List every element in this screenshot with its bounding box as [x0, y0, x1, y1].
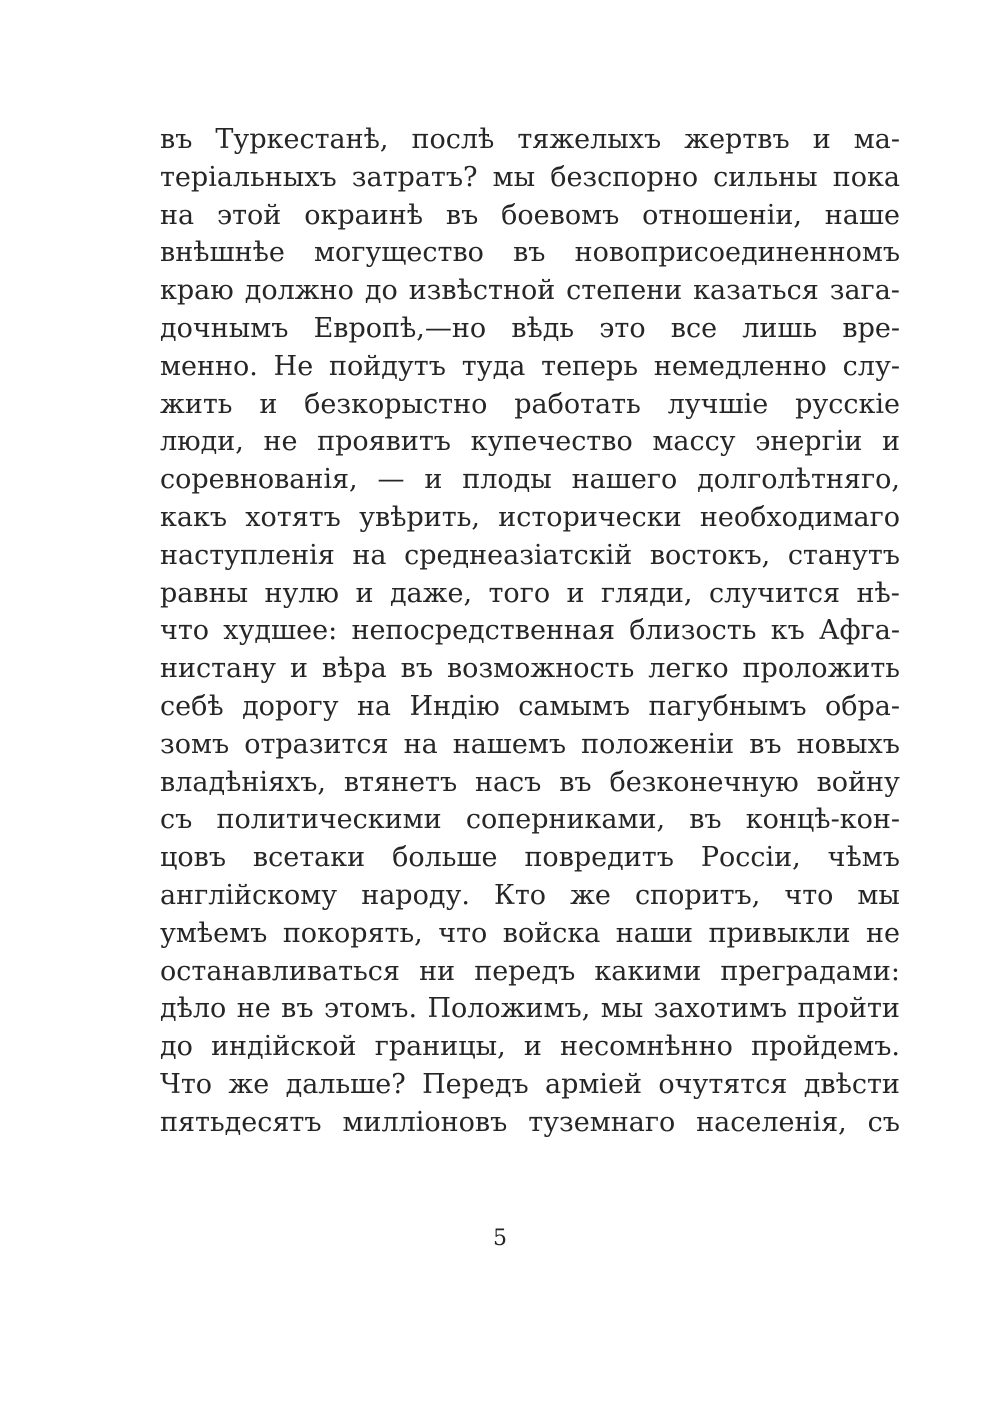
text-line [160, 159, 900, 197]
word: англійскому [160, 879, 338, 911]
word: мы [492, 161, 536, 193]
word: преградами: [720, 955, 900, 987]
text-line [160, 461, 900, 499]
word: Кто [493, 879, 547, 911]
word: пройти [797, 993, 900, 1025]
word: цовъ [160, 842, 226, 874]
text-line [160, 1066, 900, 1104]
word: наше [824, 199, 900, 231]
word: съ [160, 804, 193, 836]
word: передъ [474, 955, 576, 987]
word: среднеазіатскій [404, 539, 633, 571]
word: тяжелыхъ [517, 124, 662, 155]
word: проявитъ [317, 426, 451, 458]
word: покорять, [282, 917, 423, 949]
text-line [160, 386, 900, 424]
word: — [377, 464, 405, 496]
word: и [355, 577, 374, 609]
word: насъ [474, 766, 542, 798]
text-line [160, 915, 900, 953]
word: легко [648, 653, 729, 685]
word: къ [770, 615, 805, 647]
word: нистану [160, 653, 277, 685]
word: безспорно [550, 161, 699, 193]
word: мы [857, 879, 900, 911]
word: двѣсти [803, 1068, 900, 1100]
word: жить [160, 388, 233, 420]
word: проложить [742, 653, 900, 685]
word: и [259, 388, 278, 420]
word: пока [832, 161, 900, 193]
word: менно. [160, 350, 258, 382]
word: войну [816, 766, 900, 798]
word: нѣ- [856, 577, 900, 609]
word: индійской [211, 1031, 357, 1063]
word: дорогу [242, 690, 339, 722]
word: положеніи [581, 728, 735, 760]
word: и [523, 1031, 542, 1063]
word: степени [566, 275, 683, 307]
word: Индію [409, 690, 500, 722]
word: купечество [470, 426, 633, 458]
text-line [160, 1028, 900, 1066]
word: повредитъ [524, 842, 674, 874]
word: на [403, 728, 438, 760]
word: извѣстной [408, 275, 556, 307]
word: и [424, 464, 443, 496]
word: Туркестанѣ, [215, 124, 389, 155]
word: должно [244, 275, 354, 307]
word: равны [160, 577, 249, 609]
word: войска [502, 917, 601, 949]
word: необходимаго [699, 501, 900, 533]
word: въ [749, 728, 782, 760]
word: въ [445, 199, 479, 231]
word: втянетъ [343, 766, 458, 798]
word: пагубнымъ [648, 690, 807, 722]
word: безкорыстно [304, 388, 488, 420]
text-line [160, 348, 900, 386]
word: и [812, 124, 831, 155]
body-text [160, 121, 900, 1142]
word: арміей [545, 1068, 642, 1100]
word: ма- [853, 124, 900, 155]
word: мы [600, 993, 644, 1025]
word: въ [281, 993, 314, 1025]
word: Европѣ,—но [313, 312, 487, 344]
text-line [160, 234, 900, 272]
word: ни [419, 955, 456, 987]
word: вѣра [321, 653, 387, 685]
word: зага- [829, 275, 900, 307]
word: умѣемъ [160, 917, 268, 949]
text-line [160, 121, 900, 159]
text-line [160, 499, 900, 537]
word: въ [559, 766, 592, 798]
word: туда [461, 350, 526, 382]
word: не [236, 993, 271, 1025]
word: и [289, 653, 308, 685]
word: плоды [462, 464, 552, 496]
word: Передъ [422, 1068, 529, 1100]
word: теперь [541, 350, 639, 382]
word: новоприсоединенномъ [574, 237, 900, 269]
word: пройдемъ. [751, 1031, 900, 1063]
word: вѣдь [511, 312, 575, 344]
word: послѣ [411, 124, 495, 155]
text-line [160, 537, 900, 575]
word: возможность [446, 653, 635, 685]
word: дочнымъ [160, 312, 289, 344]
word: все [670, 312, 718, 344]
word: всетаки [252, 842, 366, 874]
word: владѣніяхъ, [160, 766, 327, 798]
word: несомнѣнно [560, 1031, 733, 1063]
word: споритъ, [634, 879, 761, 911]
word: милліоновъ [342, 1106, 508, 1138]
word: худшее: [223, 615, 338, 647]
word: могущество [314, 237, 484, 269]
word: въ [160, 124, 193, 155]
text-line [160, 197, 900, 235]
word: увѣрить, [359, 501, 480, 533]
word: жертвъ [684, 124, 790, 155]
word: и [881, 426, 900, 458]
text-line [160, 423, 900, 461]
word: лучшіе [667, 388, 769, 420]
word: самымъ [518, 690, 631, 722]
word: что [160, 615, 210, 647]
word: Не [273, 350, 314, 382]
text-line [160, 953, 900, 991]
word: нашемъ [452, 728, 567, 760]
word: боевомъ [501, 199, 620, 231]
word: на [160, 199, 195, 231]
word: до [160, 1031, 193, 1063]
word: работать [514, 388, 641, 420]
text-line [160, 877, 900, 915]
word: этомъ. [323, 993, 418, 1025]
page-number: 5 [493, 1226, 507, 1251]
word: окраинѣ [304, 199, 423, 231]
text-line [160, 688, 900, 726]
word: казаться [693, 275, 819, 307]
word: это [599, 312, 646, 344]
word: что [784, 879, 834, 911]
text-line [160, 650, 900, 688]
word: слу- [842, 350, 900, 382]
text-line [160, 272, 900, 310]
word: не [263, 426, 298, 458]
word: отразится [244, 728, 389, 760]
text-line [160, 839, 900, 877]
word: энергіи [755, 426, 863, 458]
word: на [356, 690, 392, 722]
word: не [865, 917, 900, 949]
word: отношеніи, [642, 199, 802, 231]
word: съ [867, 1106, 900, 1138]
word: что [438, 917, 488, 949]
word: очутятся [658, 1068, 788, 1100]
word: краю [160, 275, 234, 307]
word: населенія, [696, 1106, 847, 1138]
word: Афга- [819, 615, 900, 647]
text-line [160, 575, 900, 613]
word: Что [160, 1068, 213, 1100]
word: внѣшнѣе [160, 237, 285, 269]
word: и [566, 577, 585, 609]
word: случится [708, 577, 841, 609]
word: себѣ [160, 690, 224, 722]
word: даже, [389, 577, 473, 609]
word: хотятъ [245, 501, 341, 533]
word: массу [652, 426, 736, 458]
word: этой [216, 199, 282, 231]
word: же [570, 879, 611, 911]
word: исторически [498, 501, 682, 533]
word: чѣмъ [827, 842, 900, 874]
word: на [352, 539, 387, 571]
word: близость [629, 615, 757, 647]
word: политическими [216, 804, 442, 836]
word: какъ [160, 501, 228, 533]
word: привыкли [708, 917, 851, 949]
word: пойдутъ [329, 350, 446, 382]
text-line [160, 764, 900, 802]
word: до [364, 275, 398, 307]
text-line [160, 990, 900, 1028]
word: станутъ [787, 539, 900, 571]
word: больше [392, 842, 498, 874]
word: безконечную [609, 766, 799, 798]
text-line [160, 310, 900, 348]
word: концѣ-кон- [745, 804, 900, 836]
word: гляди, [600, 577, 693, 609]
word: сильны [713, 161, 818, 193]
word: же [228, 1068, 270, 1100]
word: въ [400, 653, 434, 685]
word: Положимъ, [427, 993, 591, 1025]
word: наши [615, 917, 693, 949]
word: границы, [374, 1031, 506, 1063]
word: затратъ? [351, 161, 478, 193]
word: какими [594, 955, 702, 987]
word: народу. [361, 879, 470, 911]
word: теріальныхъ [160, 161, 337, 193]
word: Россіи, [700, 842, 801, 874]
word: долголѣтняго, [697, 464, 900, 496]
word: соперниками, [465, 804, 666, 836]
word: нулю [264, 577, 340, 609]
word: люди, [160, 426, 244, 458]
word: соревнованія, [160, 464, 358, 496]
word: зомъ [160, 728, 230, 760]
word: въ [689, 804, 722, 836]
word: останавливаться [160, 955, 400, 987]
word: дальше? [285, 1068, 406, 1100]
word: туземнаго [528, 1106, 676, 1138]
word: дѣло [160, 993, 227, 1025]
word: новыхъ [796, 728, 900, 760]
word: востокъ, [649, 539, 771, 571]
word: въ [513, 237, 546, 269]
text-line [160, 801, 900, 839]
word: немедленно [653, 350, 827, 382]
text-line [160, 612, 900, 650]
word: вре- [842, 312, 900, 344]
word: захотимъ [653, 993, 788, 1025]
word: пятьдесятъ [160, 1106, 322, 1138]
word: наступленія [160, 539, 335, 571]
word: лишь [742, 312, 818, 344]
word: непосредственная [351, 615, 616, 647]
word: обра- [824, 690, 900, 722]
word: того [488, 577, 551, 609]
word: нашего [571, 464, 678, 496]
word: русскіе [795, 388, 900, 420]
text-line [160, 1104, 900, 1142]
text-line [160, 726, 900, 764]
